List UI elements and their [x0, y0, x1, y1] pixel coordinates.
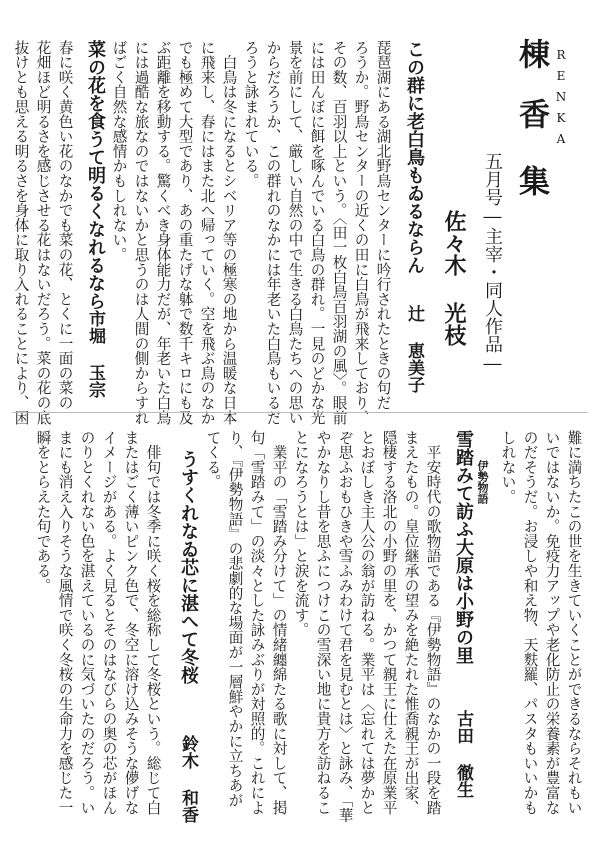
essay3-line: 句「雪踏みて」の淡々とした詠みぶりが対照的。これによ	[248, 430, 266, 815]
essay2-line: 抜けとも思える明るさを身体に取り入れることにより、困	[12, 40, 30, 425]
essay3-line: てくる。	[204, 430, 222, 490]
essay2-author: 市堀 玉宗	[85, 310, 105, 398]
essay2-title: 菜の花を食うて明るくなれるなら	[85, 40, 106, 310]
essay2-line: 難に満ちたこの世を生きていくことができるならそれもい	[565, 430, 583, 815]
essay1-line: その数、百羽以上という。〈田一枚白鳥百羽湖の風〉。眼前	[330, 40, 348, 425]
essay4-line: のりとくれない色を湛えているのに気づいたのだろう。い	[78, 430, 96, 815]
essay1-line: ろうと詠まれている。	[242, 40, 260, 188]
essay1-line: に飛来し、春にはまた北へ帰っていく。空を飛ぶ鳥のなか	[198, 40, 216, 425]
magazine-subtitle: 五月号―主宰・同人作品―	[482, 152, 503, 374]
essay3-line: とになろうとは」と涙を流す。	[292, 430, 310, 638]
essay4-line: 瞬をとらえた句である。	[34, 430, 52, 593]
essay4-line: 俳句では冬季に咲く桜を総称して冬桜という。総じて白	[144, 430, 162, 815]
magazine-title-2: 香 集	[513, 98, 549, 196]
essay3-line: 平安時代の歌物語である『伊勢物語』のなかの一段を踏	[424, 430, 442, 815]
essay3-line: まえたもの。皇位継承の望みを絶たれた惟喬親王が出家、	[402, 430, 420, 815]
essay1-author: 辻 恵美子	[404, 305, 424, 393]
section-divider	[12, 412, 588, 413]
essay2-line: 花畑ほど明るさを感じさせる花はないだろう。菜の花の底	[34, 40, 52, 425]
essay2-line: いではないか。免疫力アップや老化防止の栄養素が豊富な	[543, 430, 561, 815]
essay4-author: 鈴木 和香	[178, 735, 198, 823]
essay3-line: ぞ思ふおもひきや雪ふみわけて君を見むとは〉と詠み、「華	[336, 430, 354, 823]
essay1-line: ぶ距離を移動する。驚くべき身体能力だが、年老いた白鳥	[154, 40, 172, 425]
magazine-title-1: 棟	[513, 38, 549, 69]
essay3-title: 雪踏みて訪ふ大原は小野の里	[453, 430, 474, 664]
essay1-line: 景を前にして、厳しい自然の中で生きる白鳥たちへの思い	[286, 40, 304, 425]
essay3-tag: 伊勢物語	[476, 460, 489, 504]
essay1-line: 白鳥は冬になるとシベリア等の極寒の地から温暖な日本	[220, 40, 238, 425]
essay3-author: 古田 徹生	[453, 710, 473, 798]
essay4-line: イメージがある。よく見るとそのはなびらの奥の芯がほん	[100, 430, 118, 815]
essay1-line: でも極めて大型であり、あの重たげな躰で数千キロにも及	[176, 40, 194, 425]
essay1-line: ろうか。野鳥センターの近くの田に白鳥が飛来しており、	[352, 40, 370, 425]
essay1-line: には田んぼに餌を啄んでいる白鳥の群れ。一見のどかな光	[308, 40, 326, 425]
essay4-title: うすくれなゐ芯に湛へて冬桜	[178, 450, 199, 684]
essay4-line: またはごく薄いピンク色で、冬空に溶け込みそうな儚げな	[122, 430, 140, 815]
essay3-line: とおぼしき主人公の翁が訪ねる。業平は〈忘れては夢かと	[358, 430, 376, 815]
essay2-line: のだそうだ。お浸しや和え物、天麩羅、パスタもいいかも	[521, 430, 539, 815]
essay3-line: やかなりし昔を思ふにつけこの雪深い地に貴方を訪ねるこ	[314, 430, 332, 815]
essay2-line: しれない。	[499, 430, 517, 504]
featured-author: 佐々木 光枝	[441, 210, 467, 346]
essay3-line: り、『伊勢物語』の悲劇的な場面が一層鮮やかに立ちあが	[226, 430, 244, 808]
essay1-line: 琵琶湖にある湖北野鳥センターに吟行されたときの句だ	[374, 40, 392, 410]
magazine-romaji: RENKA	[554, 48, 568, 153]
essay2-line: 春に咲く黄色い花のなかでも菜の花、とくに一面の菜の	[56, 40, 74, 410]
essay1-line: からだろうか、この群れのなかには年老いた白鳥もいるだ	[264, 40, 282, 425]
essay1-line: ばごく自然な感情かもしれない。	[110, 40, 128, 262]
essay3-line: 業平の「雪踏み分けて」の情緒纏綿たる歌に対して、掲	[270, 430, 288, 815]
essay1-line: には過酷な旅なのではないかと思うのは人間の側からすれ	[132, 40, 150, 425]
essay4-line: まにも消え入りそうな風情で咲く冬桜の生命力を感じた一	[56, 430, 74, 815]
essay1-title: この群に老白鳥もゐるならん	[404, 40, 425, 274]
essay3-line: 隠棲する洛北の小野の里を、かつて親王に仕えた在原業平	[380, 430, 398, 815]
